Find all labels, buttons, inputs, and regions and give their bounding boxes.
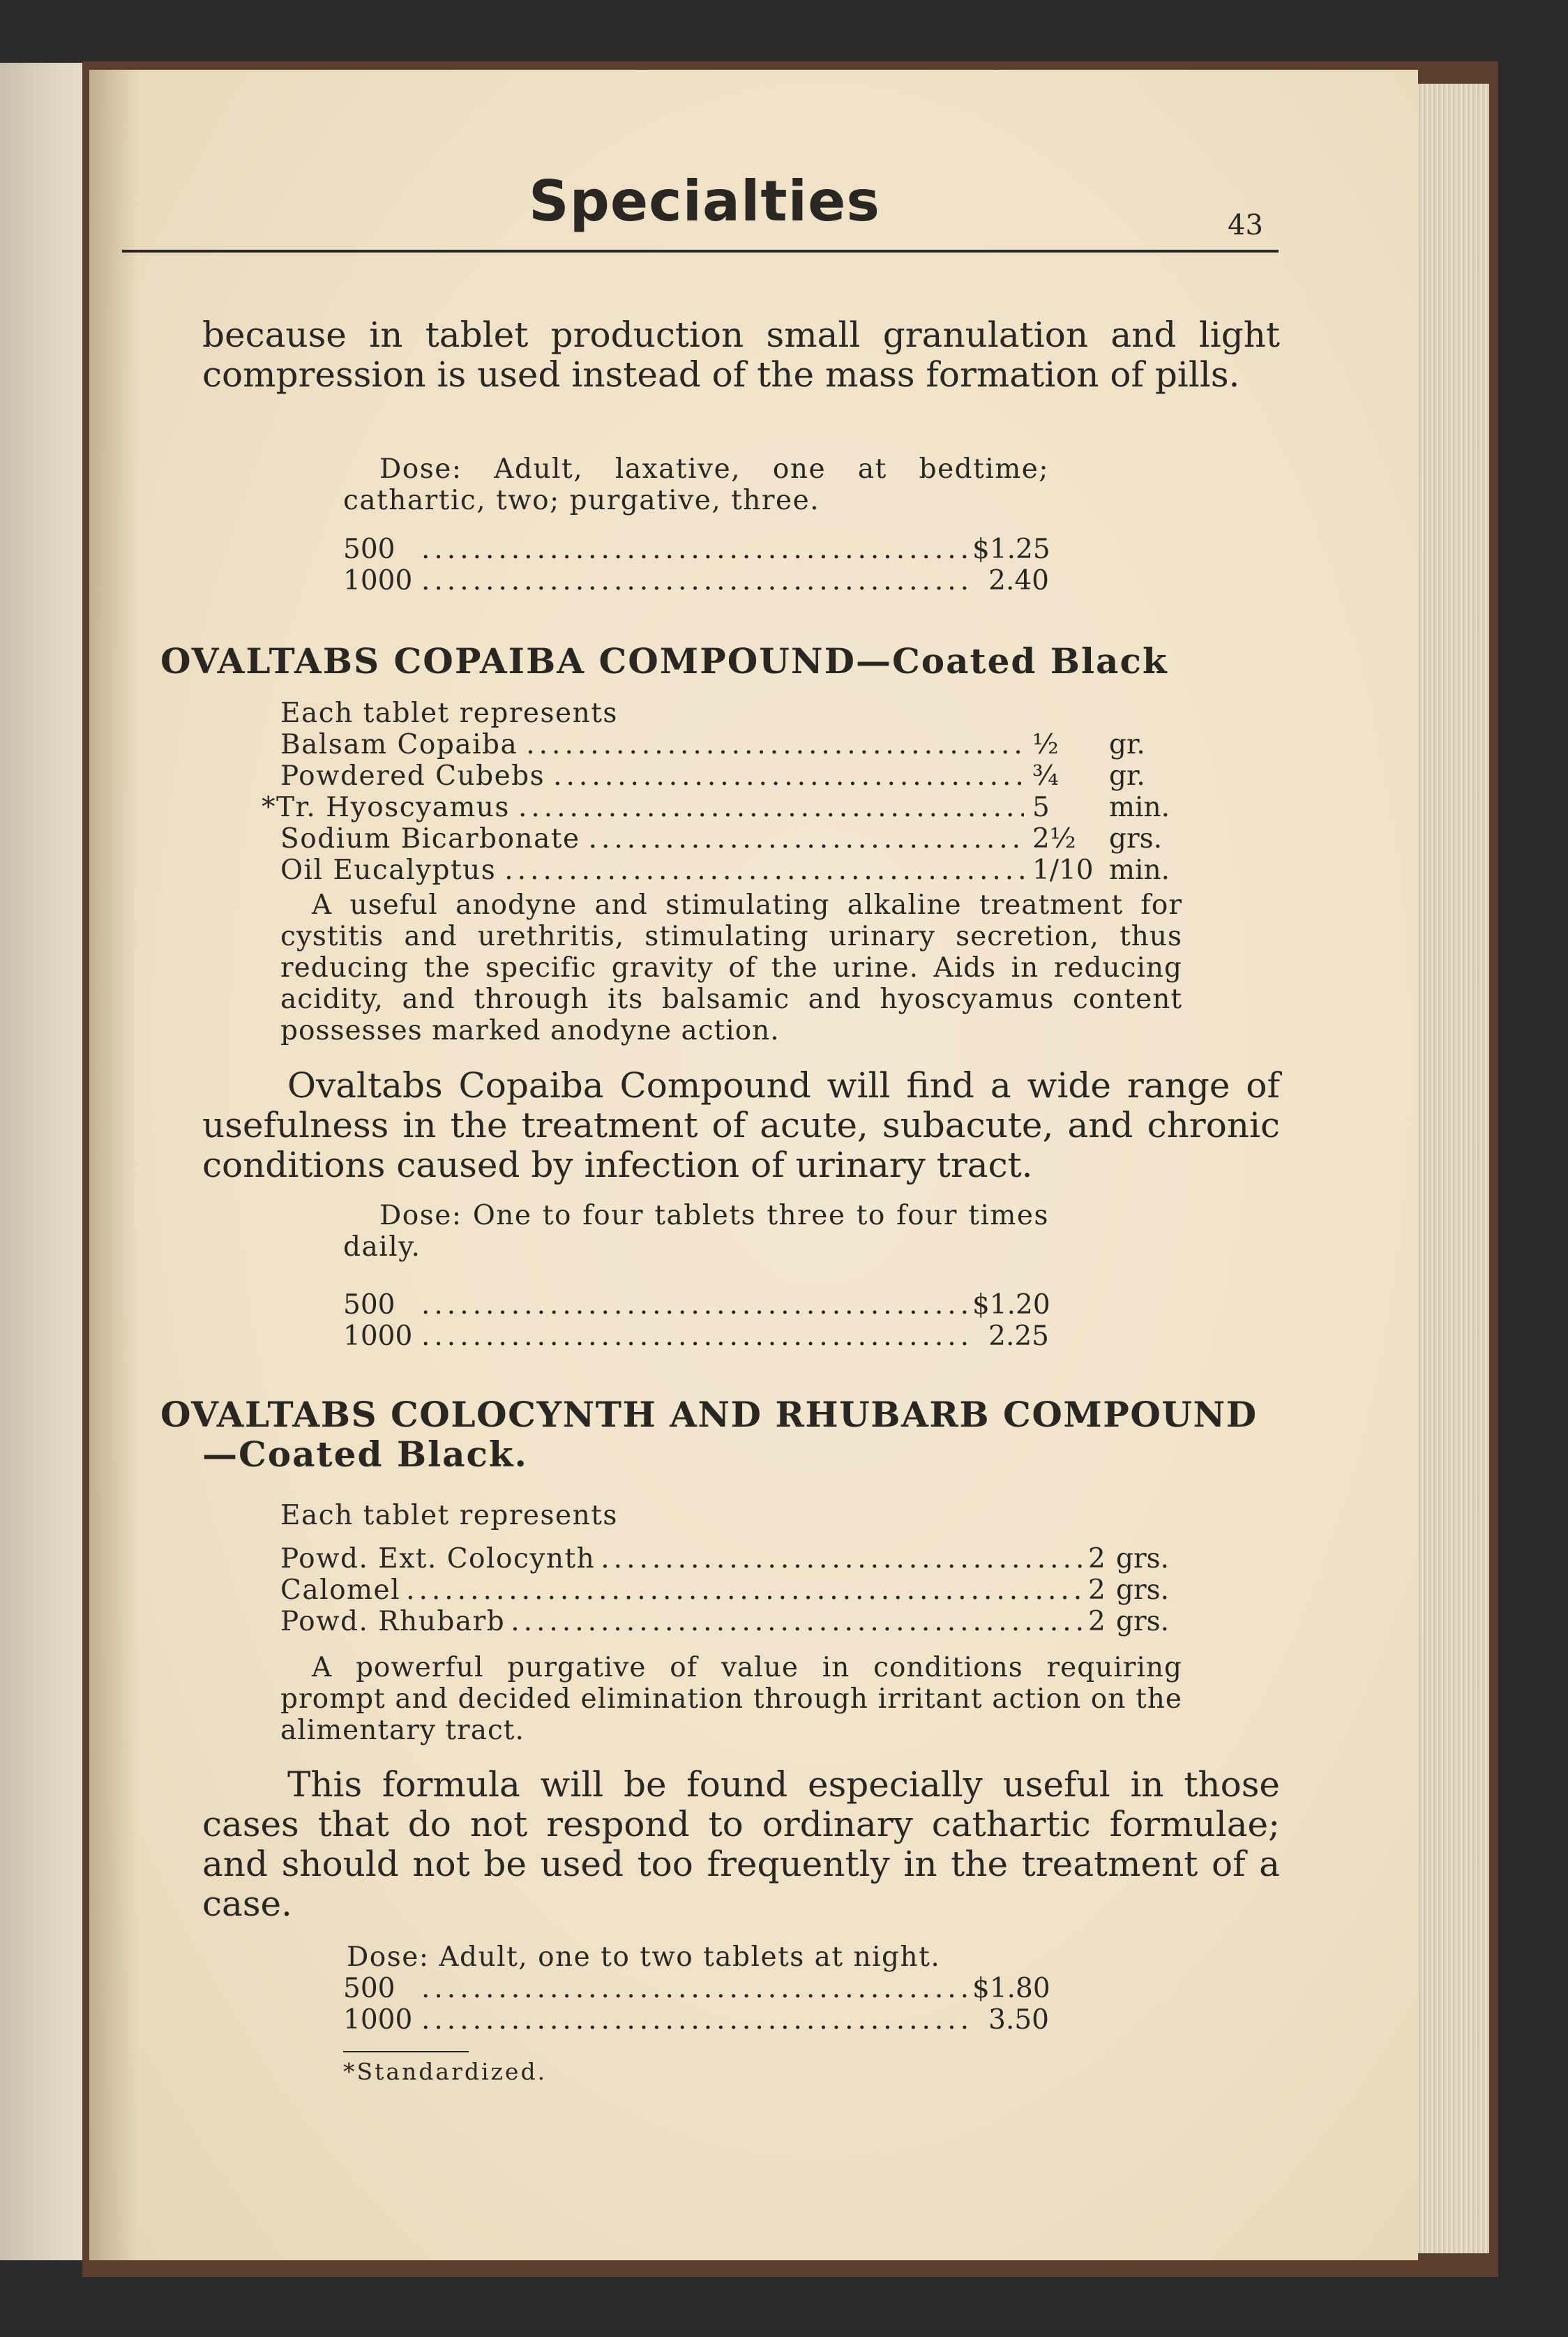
copaiba-heading: OVALTABS COPAIBA COMPOUND—Coated Black xyxy=(160,640,1168,682)
leader-dots xyxy=(518,792,1024,823)
ingredient-qty: 2 xyxy=(1088,1575,1106,1606)
ingredient-qty: 2 xyxy=(1088,1543,1106,1575)
copaiba-dose: Dose: One to four tablets three to four times daily. xyxy=(343,1200,1049,1263)
price-row xyxy=(343,565,1049,596)
ingredient-unit: gr. xyxy=(1109,729,1145,760)
price-amount: 2.25 xyxy=(988,1321,1049,1352)
ingredient-row xyxy=(280,1575,1182,1606)
intro-paragraph: because in tablet production small granulation and light compression is used instead of the mass formation of pills. xyxy=(202,315,1280,395)
ingredient-name: Sodium Bicarbonate xyxy=(280,823,580,855)
leader-dots xyxy=(504,855,1024,886)
price-qty: 500 xyxy=(343,1289,395,1321)
ingredient-qty: 5 xyxy=(1032,792,1050,823)
price-amount: 2.40 xyxy=(988,565,1049,596)
ingredient-unit: min. xyxy=(1109,792,1170,823)
each-tablet-label: Each tablet represents xyxy=(280,1500,618,1531)
leader-dots xyxy=(421,1321,972,1352)
colocynth-usefulness: This formula will be found especially useful in those cases that do not respond to ordinary cathartic formulae; and should not be used too frequently in the treatment of a case. xyxy=(202,1764,1280,1924)
ingredient-row xyxy=(262,823,1182,855)
ingredient-name: Calomel xyxy=(280,1575,401,1606)
ingredient-row xyxy=(280,1543,1182,1575)
ingredient-row xyxy=(280,1606,1182,1637)
ingredient-qty: 1/10 xyxy=(1032,855,1094,886)
each-tablet-label: Each tablet represents xyxy=(280,698,618,729)
copaiba-usefulness: Ovaltabs Copaiba Compound will find a wide range of usefulness in the treatment of acute, subacute, and chronic conditions caused by infection of urinary tract. xyxy=(202,1065,1280,1185)
leader-dots xyxy=(421,2004,972,2036)
price-row xyxy=(343,534,1049,565)
price-row xyxy=(343,2004,1049,2036)
price-row xyxy=(343,1321,1049,1352)
price-qty: 1000 xyxy=(343,1321,413,1352)
leader-dots xyxy=(421,534,972,565)
ingredient-unit: grs. xyxy=(1116,1543,1170,1575)
price-qty: 500 xyxy=(343,1973,395,2004)
ingredient-name: Balsam Copaiba xyxy=(280,729,518,760)
price-amount: $1.20 xyxy=(972,1289,1050,1321)
ingredient-row xyxy=(262,855,1182,886)
ingredient-unit: min. xyxy=(1109,855,1170,886)
colocynth-dose: Dose: Adult, one to two tablets at night. xyxy=(347,1941,941,1973)
leader-dots xyxy=(421,1973,972,2004)
price-amount: $1.25 xyxy=(972,534,1050,565)
page-number: 43 xyxy=(1228,209,1263,241)
colocynth-heading: OVALTABS COLOCYNTH AND RHUBARB COMPOUND xyxy=(160,1394,1258,1435)
price-qty: 1000 xyxy=(343,2004,413,2036)
ingredient-unit: grs. xyxy=(1116,1575,1170,1606)
leader-dots xyxy=(406,1575,1083,1606)
colocynth-description: A powerful purgative of value in conditions requiring prompt and decided elimination through irritant action on the alimentary tract. xyxy=(280,1652,1182,1746)
ingredient-unit: grs. xyxy=(1116,1606,1170,1637)
colocynth-heading-sub: —Coated Black. xyxy=(202,1434,528,1475)
ingredient-name: Powd. Ext. Colocynth xyxy=(280,1543,596,1575)
ingredient-name: Powdered Cubebs xyxy=(280,760,545,792)
leader-dots xyxy=(421,565,972,596)
ingredient-name: Powd. Rhubarb xyxy=(280,1606,506,1637)
intro-dose: Dose: Adult, laxative, one at bedtime; cathartic, two; purgative, three. xyxy=(343,453,1049,516)
ingredient-name: Oil Eucalyptus xyxy=(280,855,497,886)
price-qty: 1000 xyxy=(343,565,413,596)
ingredient-qty: ¾ xyxy=(1032,760,1059,792)
ingredient-qty: 2 xyxy=(1088,1606,1106,1637)
leader-dots xyxy=(421,1289,972,1321)
ingredient-qty: 2½ xyxy=(1032,823,1076,855)
ingredient-row xyxy=(262,729,1182,760)
ingredient-unit: grs. xyxy=(1109,823,1163,855)
price-amount: 3.50 xyxy=(988,2004,1049,2036)
footnote-rule xyxy=(343,2051,469,2052)
leader-dots xyxy=(553,760,1024,792)
leader-dots xyxy=(526,729,1024,760)
ingredient-qty: ½ xyxy=(1032,729,1059,760)
price-amount: $1.80 xyxy=(972,1973,1050,2004)
running-header-title: Specialties xyxy=(529,169,880,234)
leader-dots xyxy=(589,823,1024,855)
copaiba-description: A useful anodyne and stimulating alkaline treatment for cystitis and urethritis, stimulating urinary secretion, thus reducing the specific gravity of the urine. Aids in reducing acidity, and through its balsamic and hyoscyamus content possesses marked anodyne action. xyxy=(280,889,1182,1046)
price-row xyxy=(343,1289,1049,1321)
ingredient-unit: gr. xyxy=(1109,760,1145,792)
ingredient-row xyxy=(262,792,1182,823)
leader-dots xyxy=(511,1606,1083,1637)
header-rule xyxy=(122,250,1279,253)
price-qty: 500 xyxy=(343,534,395,565)
price-row xyxy=(343,1973,1049,2004)
leader-dots xyxy=(601,1543,1083,1575)
footnote: *Standardized. xyxy=(343,2058,548,2085)
ingredient-name: *Tr. Hyoscyamus xyxy=(262,792,510,823)
ingredient-row xyxy=(262,760,1182,792)
